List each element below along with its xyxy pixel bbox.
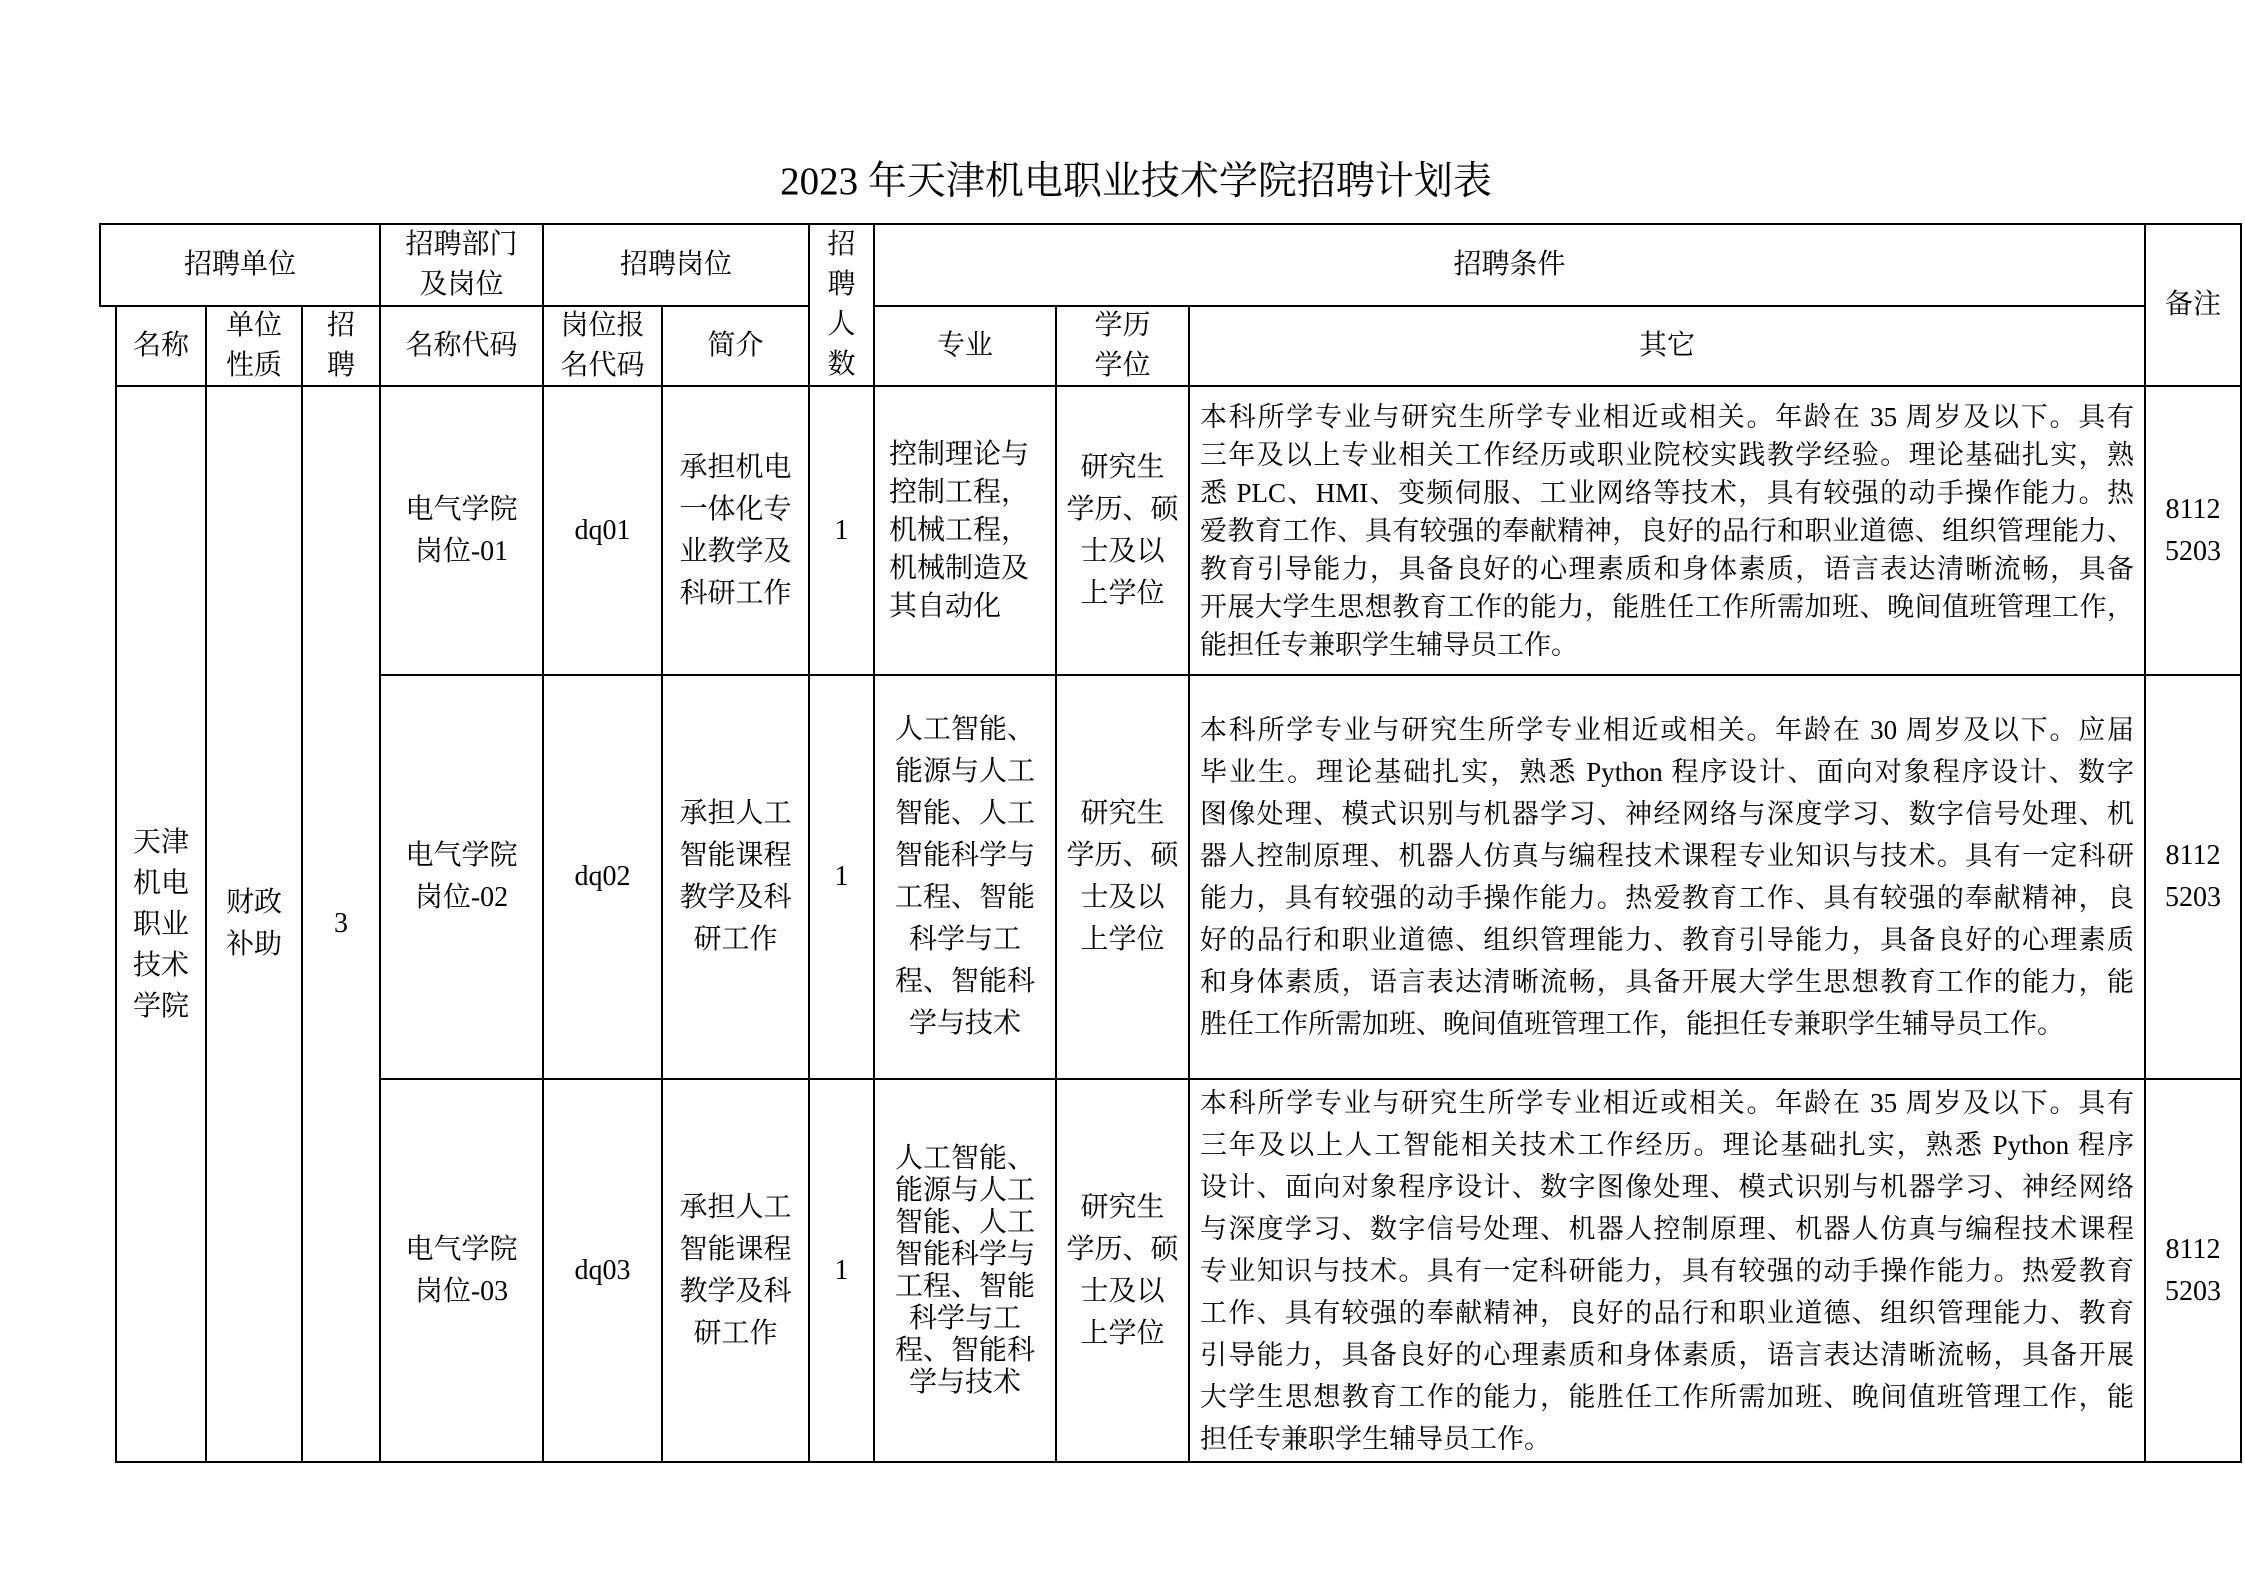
row-1-other-requirements-cell [1188, 385, 2146, 676]
headcount-value: 1 [834, 1254, 849, 1286]
job-intro-line: 承担机电 [679, 451, 792, 483]
page-title: 2023 年天津机电职业技术学院招聘计划表 [780, 160, 1492, 203]
other-requirements-line: 爱教育工作、具有较强的奉献精神，良好的品行和职业道德、组织管理能力、 [1200, 515, 2134, 546]
major-line: 学与技术 [908, 1366, 1021, 1398]
name-code-line: 电气学院 [405, 1233, 518, 1265]
header-label-char: 聘 [827, 269, 856, 300]
header-label: 招聘条件 [1453, 249, 1566, 280]
major-line: 程、智能科 [894, 966, 1035, 997]
row-1-major-cell [873, 385, 1057, 676]
other-requirements-line: 器人控制原理、机器人仿真与编程技术课程专业知识与技术。具有一定科研 [1200, 841, 2134, 871]
header-department-position [379, 223, 544, 307]
header-recruiting-position [542, 223, 810, 307]
header-label: 名称代码 [405, 330, 518, 361]
other-requirements-line: 教育引导能力，具备良好的心理素质和身体素质，语言表达清晰流畅，具备 [1200, 553, 2134, 584]
other-requirements-line: 设计、面向对象程序设计、数字图像处理、模式识别与机器学习、神经网络 [1200, 1171, 2134, 1202]
row-3-degree-cell [1055, 1078, 1190, 1463]
unit-name-line: 技术 [132, 949, 189, 981]
header-recruiting-unit [99, 223, 381, 307]
headcount-value: 1 [834, 861, 849, 892]
header-major [873, 305, 1057, 387]
major-line: 能源与人工 [894, 756, 1035, 787]
major-line: 智能、人工 [894, 1206, 1035, 1238]
other-requirements-line: 担任专兼职学生辅导员工作。 [1200, 1423, 1551, 1454]
job-intro-line: 智能课程 [679, 840, 792, 871]
major-line: 工程、智能 [894, 882, 1035, 913]
major-line: 人工智能、 [894, 1142, 1035, 1174]
row-2-other-requirements-cell [1188, 674, 2146, 1080]
other-requirements-line: 能力，具有较强的动手操作能力。热爱教育工作、具有较强的奉献精神，良 [1200, 883, 2134, 913]
row-3-other-requirements-cell [1188, 1078, 2146, 1463]
row-1-name-code-cell [379, 385, 544, 676]
degree-line: 士及以 [1080, 535, 1165, 567]
other-requirements-line: 工作、具有较强的奉献精神，良好的品行和职业道德、组织管理能力、教育 [1200, 1297, 2134, 1328]
other-requirements-line: 开展大学生思想教育工作的能力，能胜任工作所需加班、晚间值班管理工作， [1200, 591, 2134, 622]
remark-line: 5203 [2165, 882, 2221, 913]
row-3-name-code-cell [379, 1078, 544, 1463]
job-intro-line: 研工作 [693, 924, 778, 955]
degree-line: 研究生 [1080, 451, 1165, 483]
header-label-line: 学历 [1094, 310, 1151, 341]
major-line: 学与技术 [908, 1008, 1021, 1039]
job-intro-line: 承担人工 [679, 798, 792, 829]
header-label-line: 学位 [1094, 350, 1151, 381]
major-line: 能源与人工 [894, 1174, 1035, 1206]
job-intro-line: 业教学及 [679, 535, 792, 567]
header-intro [661, 305, 810, 387]
name-code-line: 电气学院 [405, 840, 518, 871]
other-requirements-line: 三年及以上专业相关工作经历或职业院校实践教学经验。理论基础扎实，熟 [1200, 439, 2134, 470]
header-other [1188, 305, 2146, 387]
row-1-intro-cell [661, 385, 810, 676]
header-label-line: 及岗位 [419, 269, 504, 300]
unit-name-line: 机电 [132, 867, 189, 899]
degree-line: 学历、硕 [1066, 840, 1179, 871]
major-line: 智能科学与 [894, 840, 1035, 871]
unit-type-line: 补助 [225, 929, 282, 960]
header-label-line: 名代码 [560, 350, 645, 381]
degree-line: 学历、硕 [1066, 493, 1179, 525]
degree-line: 士及以 [1080, 1275, 1165, 1307]
degree-line: 上学位 [1080, 924, 1165, 955]
header-unit-hiring [301, 305, 381, 387]
job-intro-line: 一体化专 [679, 493, 792, 525]
major-line: 智能科学与 [894, 1238, 1035, 1270]
row-1-apply-code-cell [542, 385, 663, 676]
major-line: 程、智能科 [894, 1334, 1035, 1366]
major-line: 科学与工 [908, 1302, 1021, 1334]
header-remarks [2144, 223, 2242, 387]
job-intro-line: 教学及科 [679, 882, 792, 913]
row-3-remark-cell [2144, 1078, 2242, 1463]
other-requirements-line: 大学生思想教育工作的能力，能胜任工作所需加班、晚间值班管理工作，能 [1200, 1381, 2134, 1412]
remark-line: 8112 [2165, 493, 2221, 525]
row-1-headcount-cell [808, 385, 875, 676]
header-label: 简介 [707, 330, 764, 361]
remark-line: 8112 [2165, 1233, 2221, 1265]
name-code-line: 岗位-03 [414, 1275, 509, 1307]
unit-name-line: 职业 [132, 908, 189, 940]
major-line: 工程、智能 [894, 1270, 1035, 1302]
header-label-line: 岗位报 [560, 310, 645, 341]
job-intro-line: 教学及科 [679, 1275, 792, 1307]
header-degree [1055, 305, 1190, 387]
row-2-name-code-cell [379, 674, 544, 1080]
degree-line: 上学位 [1080, 577, 1165, 609]
row-3-major-cell [873, 1078, 1057, 1463]
other-requirements-line: 本科所学专业与研究生所学专业相近或相关。年龄在 35 周岁及以下。具有 [1200, 401, 2134, 432]
header-label: 备注 [2164, 289, 2221, 320]
unit-name-cell [115, 385, 207, 1463]
header-name-code [379, 305, 544, 387]
header-apply-code [542, 305, 663, 387]
header-label-line: 聘 [326, 350, 355, 381]
major-line: 机械工程， [889, 514, 1030, 546]
header-label: 招聘单位 [183, 249, 296, 280]
other-requirements-line: 和身体素质，语言表达清晰流畅，具备开展大学生思想教育工作的能力，能 [1200, 967, 2134, 997]
unit-hiring-total: 3 [334, 908, 348, 939]
header-label-line: 招 [326, 310, 355, 341]
row-3-apply-code-cell [542, 1078, 663, 1463]
header-label: 专业 [936, 330, 993, 361]
other-requirements-line: 图像处理、模式识别与机器学习、神经网络与深度学习、数字信号处理、机 [1200, 799, 2134, 829]
remark-line: 5203 [2165, 535, 2221, 567]
degree-line: 士及以 [1080, 882, 1165, 913]
unit-name-line: 天津 [132, 826, 189, 858]
name-code-line: 岗位-01 [414, 535, 509, 567]
name-code-line: 岗位-02 [414, 882, 509, 913]
other-requirements-line: 好的品行和职业道德、组织管理能力、教育引导能力，具备良好的心理素质 [1200, 925, 2134, 955]
row-2-apply-code-cell [542, 674, 663, 1080]
row-1-degree-cell [1055, 385, 1190, 676]
other-requirements-line: 引导能力，具备良好的心理素质和身体素质，语言表达清晰流畅，具备开展 [1200, 1339, 2134, 1370]
major-line: 科学与工 [908, 924, 1021, 955]
unit-type-cell [205, 385, 303, 1463]
row-2-major-cell [873, 674, 1057, 1080]
header-label-line: 招聘部门 [405, 229, 518, 260]
apply-code-value: dq02 [574, 861, 631, 892]
header-unit-type [205, 305, 303, 387]
header-label-line: 单位 [225, 310, 282, 341]
header-label: 名称 [132, 330, 189, 361]
header-label-char: 数 [827, 349, 856, 380]
degree-line: 研究生 [1080, 1191, 1165, 1223]
apply-code-value: dq03 [574, 1254, 631, 1286]
header-label: 其它 [1638, 330, 1695, 361]
major-line: 机械制造及 [889, 552, 1030, 584]
job-intro-line: 科研工作 [679, 577, 792, 609]
header-label-char: 招 [827, 229, 856, 260]
header-recruiting-conditions [873, 223, 2146, 307]
degree-line: 上学位 [1080, 1317, 1165, 1349]
job-intro-line: 智能课程 [679, 1233, 792, 1265]
other-requirements-line: 能担任专兼职学生辅导员工作。 [1200, 629, 1578, 660]
row-2-degree-cell [1055, 674, 1190, 1080]
major-line: 人工智能、 [894, 714, 1035, 745]
remark-line: 8112 [2165, 840, 2221, 871]
major-line: 其自动化 [889, 590, 1002, 622]
name-code-line: 电气学院 [405, 493, 518, 525]
row-2-remark-cell [2144, 674, 2242, 1080]
other-requirements-line: 与深度学习、数字信号处理、机器人控制原理、机器人仿真与编程技术课程 [1200, 1213, 2134, 1244]
header-headcount [808, 223, 875, 387]
degree-line: 研究生 [1080, 798, 1165, 829]
other-requirements-line: 毕业生。理论基础扎实，熟悉 Python 程序设计、面向对象程序设计、数字 [1200, 757, 2134, 787]
row-3-headcount-cell [808, 1078, 875, 1463]
remark-line: 5203 [2165, 1275, 2221, 1307]
major-line: 控制理论与 [889, 438, 1030, 470]
other-requirements-line: 胜任工作所需加班、晚间值班管理工作，能担任专兼职学生辅导员工作。 [1200, 1009, 2064, 1039]
other-requirements-line: 本科所学专业与研究生所学专业相近或相关。年龄在 35 周岁及以下。具有 [1200, 1087, 2134, 1118]
other-requirements-line: 悉 PLC、HMI、变频伺服、工业网络等技术，具有较强的动手操作能力。热 [1200, 477, 2134, 508]
header-label-line: 性质 [225, 350, 282, 381]
unit-hiring-total-cell [301, 385, 381, 1463]
row-2-headcount-cell [808, 674, 875, 1080]
other-requirements-line: 专业知识与技术。具有一定科研能力，具有较强的动手操作能力。热爱教育 [1200, 1255, 2134, 1286]
row-2-intro-cell [661, 674, 810, 1080]
row-3-intro-cell [661, 1078, 810, 1463]
job-intro-line: 承担人工 [679, 1191, 792, 1223]
apply-code-value: dq01 [574, 514, 631, 546]
major-line: 控制工程， [889, 476, 1030, 508]
unit-type-line: 财政 [225, 887, 282, 918]
degree-line: 学历、硕 [1066, 1233, 1179, 1265]
header-label-char: 人 [827, 309, 856, 340]
other-requirements-line: 三年及以上人工智能相关技术工作经历。理论基础扎实，熟悉 Python 程序 [1200, 1129, 2134, 1160]
header-label: 招聘岗位 [619, 249, 732, 280]
header-unit-name [115, 305, 207, 387]
row-1-remark-cell [2144, 385, 2242, 676]
other-requirements-line: 本科所学专业与研究生所学专业相近或相关。年龄在 30 周岁及以下。应届 [1200, 715, 2134, 745]
job-intro-line: 研工作 [693, 1317, 778, 1349]
unit-name-line: 学院 [132, 990, 189, 1022]
headcount-value: 1 [834, 514, 849, 546]
major-line: 智能、人工 [894, 798, 1035, 829]
